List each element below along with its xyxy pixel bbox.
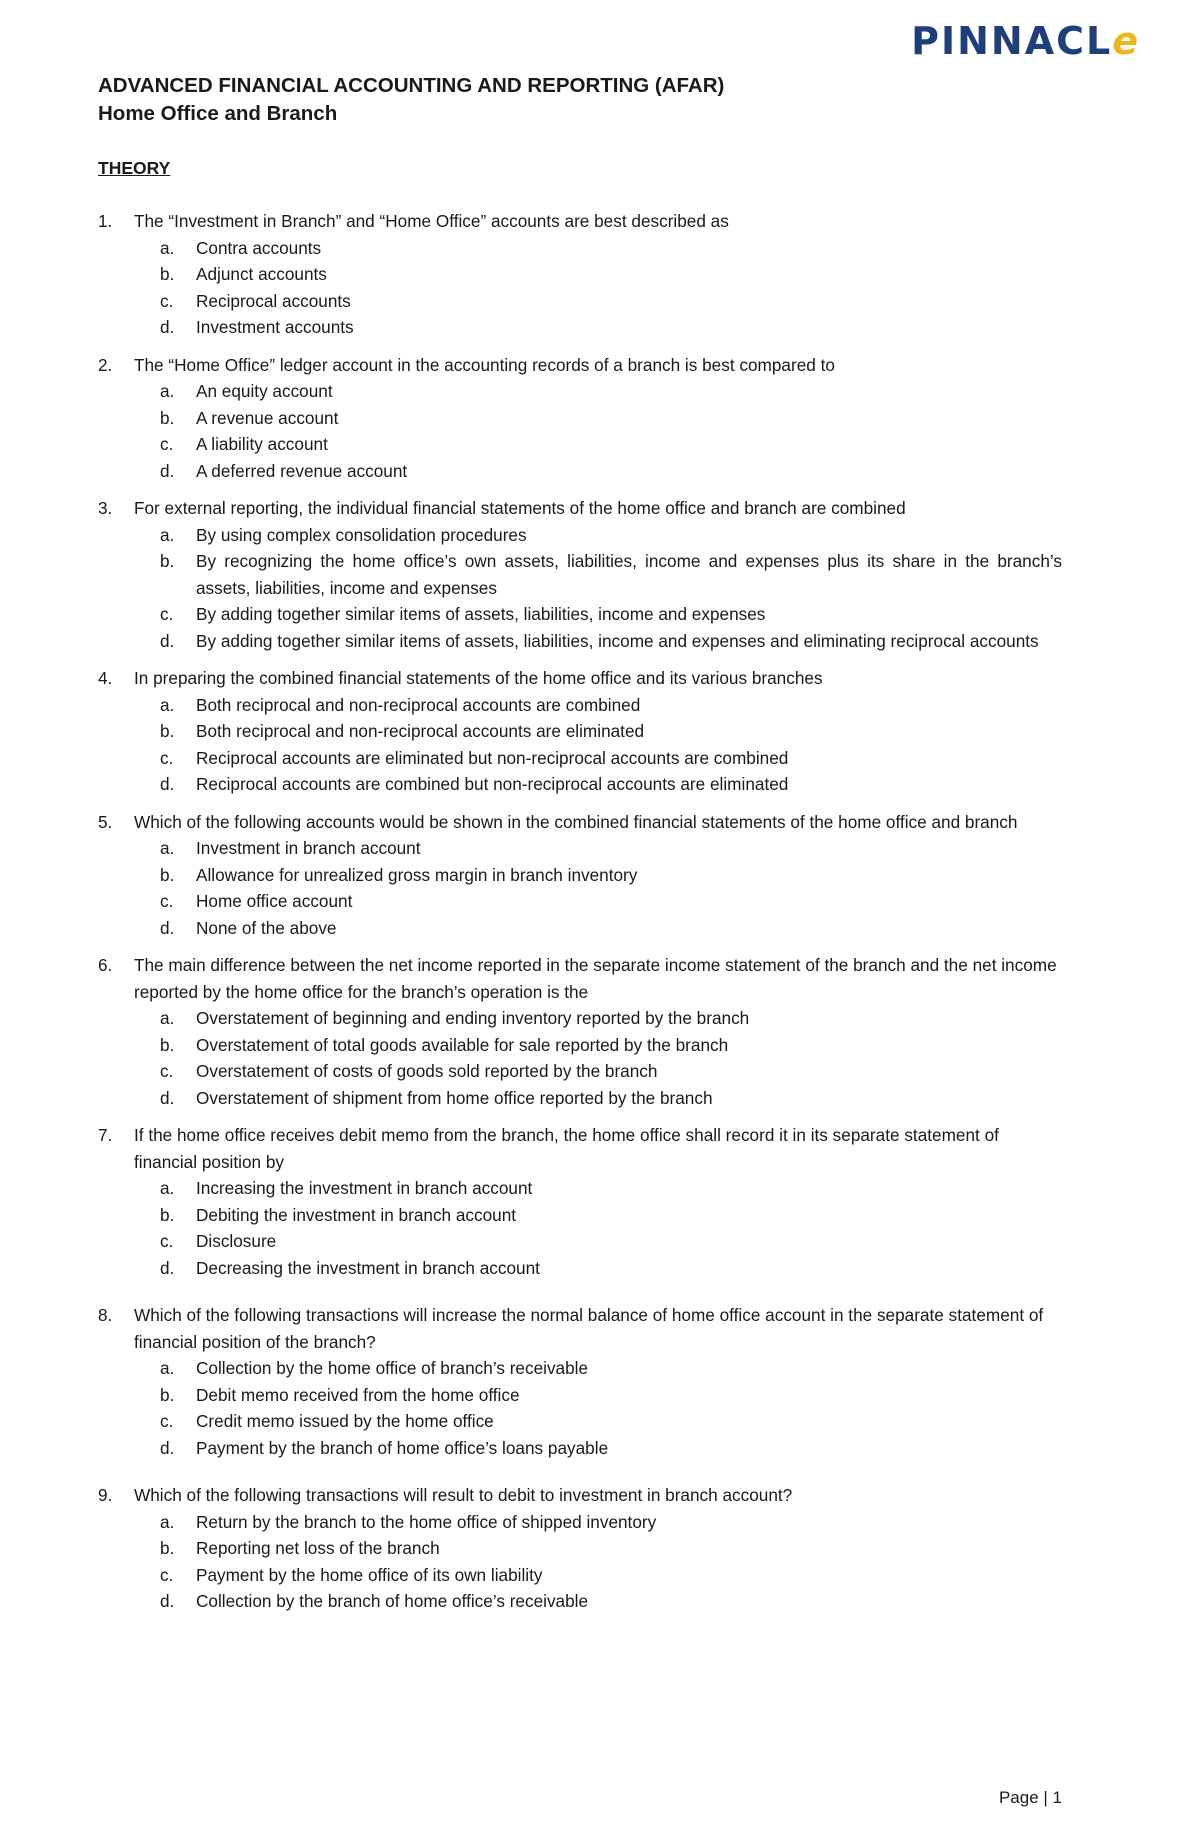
document-title: ADVANCED FINANCIAL ACCOUNTING AND REPORTING (AFAR) (98, 74, 725, 97)
choice-item (160, 288, 1062, 315)
choice-text: Overstatement of total goods available for sale reported by the branch (196, 1034, 729, 1055)
choice-item (160, 314, 1062, 341)
choice-text: By adding together similar items of assets, liabilities, income and expenses and eliminating reciprocal accounts (196, 630, 1039, 651)
choice-text: Allowance for unrealized gross margin in branch inventory (196, 864, 638, 885)
choice-item (160, 522, 1062, 549)
choice-item (160, 1202, 1062, 1229)
choice-letter: c. (160, 1411, 174, 1431)
choice-text: Payment by the home office of its own liability (196, 1564, 543, 1585)
question-text: Which of the following transactions will result to debit to investment in branch account? (134, 1485, 793, 1505)
choice-item (160, 1085, 1062, 1112)
choice-item (160, 1535, 1062, 1562)
choice-letter: c. (160, 434, 174, 454)
choice-text: Investment accounts (196, 317, 354, 337)
choice-list (98, 1509, 1062, 1615)
choice-letter: a. (160, 524, 175, 545)
choice-text: Both reciprocal and non-reciprocal accounts are eliminated (196, 721, 645, 741)
choice-list (98, 1005, 1062, 1111)
choice-text: Reporting net loss of the branch (196, 1538, 440, 1558)
question-stem (98, 1302, 1062, 1355)
choice-item (160, 835, 1062, 862)
choice-item (160, 1382, 1062, 1409)
choice-letter: b. (160, 1384, 175, 1405)
choice-item (160, 862, 1062, 889)
choice-letter: c. (160, 891, 174, 911)
choice-text: Home office account (196, 891, 353, 911)
choice-letter: a. (160, 237, 175, 258)
choice-text: By adding together similar items of assets, liabilities, income and expenses (196, 604, 766, 624)
choice-text: Overstatement of shipment from home office reported by the branch (196, 1087, 713, 1108)
choice-list (98, 235, 1062, 341)
choice-letter: b. (160, 1034, 175, 1055)
question-text: Which of the following accounts would be shown in the combined financial statements of the home office and branch (134, 811, 1018, 832)
choice-item (160, 378, 1062, 405)
choice-list (98, 522, 1062, 655)
choice-text: Contra accounts (196, 237, 322, 258)
choice-item (160, 692, 1062, 719)
choice-letter: b. (160, 264, 175, 284)
choice-item (160, 771, 1062, 798)
choice-text: Both reciprocal and non-reciprocal accounts are combined (196, 694, 641, 715)
choice-text: Credit memo issued by the home office (196, 1411, 494, 1431)
choice-letter: a. (160, 838, 175, 858)
logo-accent-letter: e (1112, 19, 1138, 63)
choice-text: Adjunct accounts (196, 264, 327, 284)
question-stem (98, 809, 1062, 836)
question-text: In preparing the combined financial statements of the home office and its various branches (134, 668, 823, 688)
question-number: 8. (98, 1305, 113, 1325)
choice-text: Debit memo received from the home office (196, 1384, 520, 1405)
choice-item (160, 628, 1062, 655)
choice-item (160, 405, 1062, 432)
document-header (98, 72, 724, 128)
section-heading: THEORY (98, 158, 171, 178)
choice-list (98, 378, 1062, 484)
choice-letter: b. (160, 864, 175, 885)
choice-letter: d. (160, 460, 175, 481)
question-number: 1. (98, 211, 113, 231)
question-text: The “Investment in Branch” and “Home Office” accounts are best described as (134, 211, 729, 231)
choice-text: By using complex consolidation procedures (196, 524, 527, 545)
question-item (98, 809, 1062, 942)
question-number: 4. (98, 668, 113, 688)
choice-letter: a. (160, 1178, 175, 1198)
choice-item (160, 1588, 1062, 1615)
question-item (98, 1122, 1062, 1281)
choice-letter: d. (160, 1087, 175, 1108)
choice-item (160, 745, 1062, 772)
choice-list (98, 692, 1062, 798)
choice-letter: d. (160, 1257, 175, 1278)
question-text: The “Home Office” ledger account in the accounting records of a branch is best compared to (134, 354, 835, 375)
choice-item (160, 888, 1062, 915)
choice-list (98, 1355, 1062, 1461)
choice-letter: d. (160, 917, 175, 938)
choice-text: Debiting the investment in branch account (196, 1204, 517, 1225)
choice-letter: c. (160, 1564, 174, 1585)
pinnacle-logo (911, 19, 1138, 63)
question-list (98, 208, 1062, 1615)
choice-letter: b. (160, 407, 175, 428)
page-footer: Page | 1 (998, 1788, 1062, 1807)
question-stem (98, 352, 1062, 379)
choice-letter: d. (160, 1437, 175, 1458)
question-stem (98, 495, 1062, 522)
choice-text: Payment by the branch of home office’s loans payable (196, 1437, 609, 1458)
choice-item (160, 718, 1062, 745)
choice-item (160, 915, 1062, 942)
choice-item (160, 548, 1062, 601)
choice-letter: d. (160, 1591, 175, 1611)
choice-item (160, 1058, 1062, 1085)
choice-letter: b. (160, 721, 175, 741)
question-number: 3. (98, 498, 113, 518)
choice-letter: c. (160, 290, 174, 311)
question-item (98, 665, 1062, 798)
choice-letter: a. (160, 694, 175, 715)
choice-text: Return by the branch to the home office of shipped inventory (196, 1511, 657, 1532)
choice-item (160, 1355, 1062, 1382)
choice-text: Collection by the home office of branch’s receivable (196, 1358, 589, 1378)
choice-text: None of the above (196, 917, 337, 938)
question-stem (98, 208, 1062, 235)
choice-letter: b. (160, 1538, 175, 1558)
document-subtitle: Home Office and Branch (98, 102, 338, 125)
choice-text: Reciprocal accounts are eliminated but non-reciprocal accounts are combined (196, 747, 789, 768)
choice-item (160, 1408, 1062, 1435)
choice-text: Collection by the branch of home office’s receivable (196, 1591, 589, 1611)
question-item (98, 352, 1062, 485)
choice-letter: c. (160, 747, 174, 768)
question-stem (98, 1122, 1062, 1175)
choice-item (160, 601, 1062, 628)
choice-text: Reciprocal accounts (196, 290, 351, 311)
choice-item (160, 1509, 1062, 1536)
question-number: 6. (98, 955, 113, 975)
question-number: 5. (98, 811, 113, 832)
question-text: For external reporting, the individual financial statements of the home office and branch are combined (134, 498, 906, 518)
choice-letter: a. (160, 381, 175, 401)
choice-item (160, 1175, 1062, 1202)
choice-text: Investment in branch account (196, 838, 421, 858)
choice-text: A revenue account (196, 407, 339, 428)
choice-item (160, 1032, 1062, 1059)
choice-list (98, 835, 1062, 941)
choice-text: Decreasing the investment in branch account (196, 1257, 540, 1278)
choice-letter: c. (160, 1231, 174, 1251)
choice-letter: a. (160, 1008, 175, 1028)
question-text: Which of the following transactions will increase the normal balance of home office account in the separate statement of financial position of the branch? (134, 1305, 1044, 1352)
choice-item (160, 1255, 1062, 1282)
choice-letter: b. (160, 551, 175, 571)
choice-item (160, 235, 1062, 262)
choice-text: By recognizing the home office’s own assets, liabilities, income and expenses plus its share in the branch’s assets, liabilities, income and expenses (196, 551, 1062, 598)
choice-item (160, 458, 1062, 485)
page-label: Page (998, 1788, 1039, 1807)
choice-item (160, 1005, 1062, 1032)
choice-letter: b. (160, 1204, 175, 1225)
question-text: If the home office receives debit memo from the branch, the home office shall record it in its separate statement of financial position by (134, 1125, 999, 1172)
choice-letter: d. (160, 774, 175, 794)
question-item (98, 208, 1062, 341)
choice-text: A deferred revenue account (196, 460, 408, 481)
choice-item (160, 1228, 1062, 1255)
question-item (98, 952, 1062, 1111)
question-text: The main difference between the net income reported in the separate income statement of the branch and the net income reported by the home office for the branch’s operation is the (134, 955, 1057, 1002)
choice-text: Overstatement of costs of goods sold reported by the branch (196, 1061, 658, 1081)
question-item (98, 495, 1062, 654)
question-stem (98, 952, 1062, 1005)
choice-item (160, 431, 1062, 458)
choice-text: Increasing the investment in branch account (196, 1178, 533, 1198)
page-number: 1 (1052, 1788, 1062, 1807)
question-number: 7. (98, 1125, 113, 1145)
choice-text: Overstatement of beginning and ending inventory reported by the branch (196, 1008, 750, 1028)
choice-text: Reciprocal accounts are combined but non-reciprocal accounts are eliminated (196, 774, 789, 794)
choice-letter: c. (160, 1061, 174, 1081)
question-item (98, 1302, 1062, 1461)
choice-item (160, 261, 1062, 288)
choice-letter: c. (160, 604, 174, 624)
choice-letter: d. (160, 317, 175, 337)
choice-list (98, 1175, 1062, 1281)
choice-letter: d. (160, 630, 175, 651)
question-number: 2. (98, 354, 113, 375)
choice-letter: a. (160, 1358, 175, 1378)
question-item (98, 1482, 1062, 1615)
choice-text: Disclosure (196, 1231, 277, 1251)
choice-item (160, 1435, 1062, 1462)
choice-text: An equity account (196, 381, 333, 401)
question-stem (98, 665, 1062, 692)
choice-letter: a. (160, 1511, 175, 1532)
choice-item (160, 1562, 1062, 1589)
question-stem (98, 1482, 1062, 1509)
logo-wordmark: PINNACL (911, 19, 1113, 63)
choice-text: A liability account (196, 434, 328, 454)
question-number: 9. (98, 1485, 113, 1505)
